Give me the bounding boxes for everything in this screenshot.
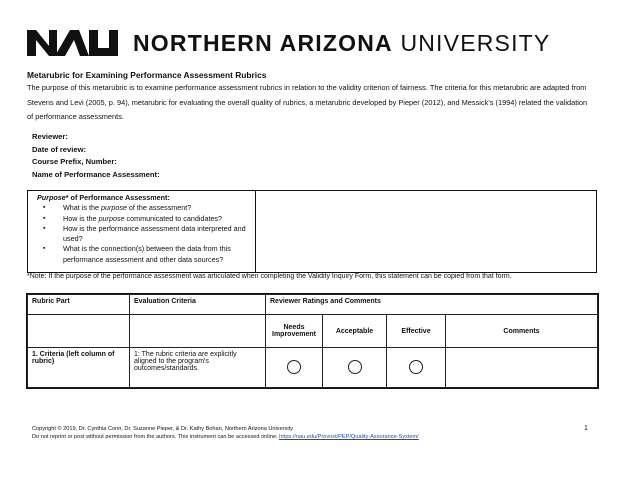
qas-link[interactable]: https://nau.edu/Provost/PEP/Quality-Assurance-System/ — [279, 434, 419, 441]
nau-logo — [27, 27, 550, 59]
header-reviewer-ratings: Reviewer Ratings and Comments — [266, 295, 598, 315]
table-subheader-row — [28, 315, 598, 348]
purpose-heading — [37, 193, 255, 203]
copyright-text: Copyright © 2019, Dr. Cynthia Conn, Dr. Suzanne Pieper, & Dr. Kathy Bohan, Northern Arizona University — [32, 426, 293, 432]
page-number: 1 — [584, 425, 588, 432]
effective-cell — [387, 348, 446, 388]
course-prefix-field[interactable]: Course Prefix, Number: — [32, 157, 117, 167]
purpose-table — [27, 190, 597, 273]
document-title: Metarubric for Examining Performance Assessment Rubrics — [27, 70, 267, 80]
purpose-question: ▪ How is the purpose communicated to candidates? — [63, 214, 253, 224]
assessment-name-field[interactable]: Name of Performance Assessment: — [32, 169, 160, 179]
purpose-prompt-cell — [28, 191, 256, 272]
purpose-note: *Note: If the purpose of the performance assessment was articulated when completing the Validity Inquiry Form, this statement can be copied from that form. — [27, 273, 512, 280]
university-name — [133, 29, 551, 56]
comments-cell[interactable] — [446, 348, 598, 388]
effective-radio[interactable] — [409, 360, 423, 374]
empty-cell — [28, 315, 130, 348]
criterion-cell: 1: The rubric criteria are explicitly aligned to the program's outcomes/standards. — [130, 348, 266, 388]
acceptable-cell — [323, 348, 387, 388]
reprint-notice — [32, 433, 419, 441]
rubric-table — [27, 294, 598, 388]
rubric-part-cell: 1. Criteria (left column of rubric) — [28, 348, 130, 388]
reviewer-field[interactable]: Reviewer: — [32, 132, 68, 141]
purpose-question: ▪ What is the purpose of the assessment? — [63, 203, 253, 213]
purpose-answer-cell[interactable] — [256, 191, 596, 272]
header-acceptable: Acceptable — [323, 315, 387, 348]
reprint-notice-text: Do not reprint or post without permission from the authors. This instrument can be accessed online: — [32, 434, 278, 441]
purpose-question: ▪ What is the connection(s) between the data from this performance assessment and other data sources? — [63, 244, 253, 265]
university-name-light: UNIVERSITY — [400, 29, 551, 56]
purpose-questions — [37, 203, 255, 265]
university-name-bold: NORTHERN ARIZONA — [133, 29, 393, 56]
purpose-heading-italic: Purpose — [37, 193, 66, 202]
header-needs-improvement: Needs Improvement — [266, 315, 323, 348]
header-rubric-part: Rubric Part — [28, 295, 130, 315]
table-header-row — [28, 295, 598, 315]
header-effective: Effective — [387, 315, 446, 348]
empty-cell — [130, 315, 266, 348]
date-of-review-field[interactable]: Date of review: — [32, 144, 87, 154]
needs-improvement-cell — [266, 348, 323, 388]
meta-fields — [32, 131, 160, 181]
nau-logo-mark-icon — [27, 30, 125, 56]
header-comments: Comments — [446, 315, 598, 348]
purpose-heading-rest: * of Performance Assessment: — [65, 193, 170, 202]
purpose-question: ▪ How is the performance assessment data interpreted and used? — [63, 224, 253, 245]
needs-improvement-radio[interactable] — [287, 360, 301, 374]
acceptable-radio[interactable] — [348, 360, 362, 374]
table-row — [28, 348, 598, 388]
footer — [32, 425, 419, 441]
intro-paragraph: The purpose of this metarubric is to examine performance assessment rubrics in relation to the validity criterion of fairness. The criteria for this metarubric are adapted from Stevens and Levi (2005, p. 94), metarubric for evaluating the overall quality of rubrics, a metarubric developed by Pieper (2012), and Messick's (1994) related the validation of performance assessments. — [27, 83, 588, 121]
header-evaluation-criteria: Evaluation Criteria — [130, 295, 266, 315]
